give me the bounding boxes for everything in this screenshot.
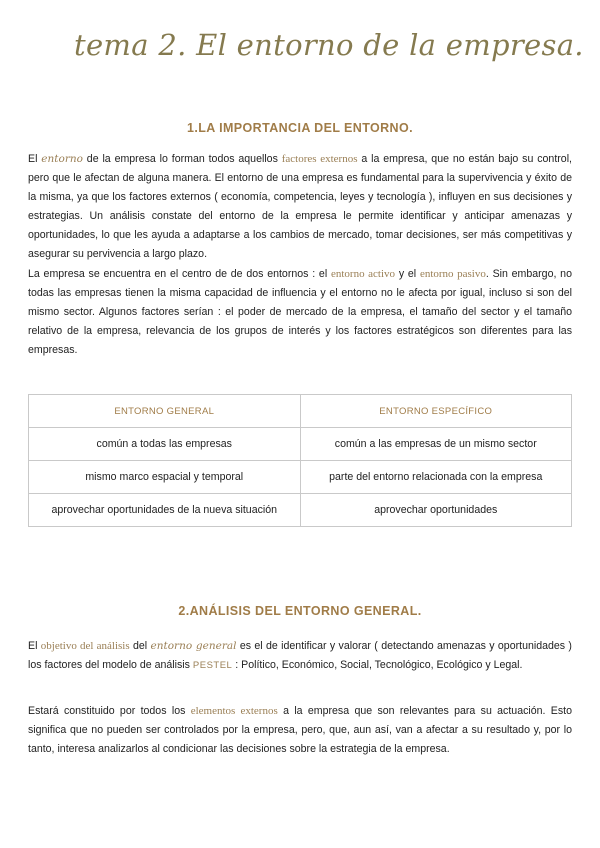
- term-factores-externos: factores externos: [281, 153, 358, 165]
- table-row: [29, 461, 572, 494]
- section1-heading: 1.LA IMPORTANCIA DEL ENTORNO.: [187, 121, 413, 135]
- s2p1-text-b: del: [133, 640, 148, 652]
- entorno-comparison-table: [28, 394, 572, 527]
- term-entorno-activo: entorno activo: [330, 268, 396, 280]
- page-title: tema 2. El entorno de la empresa.: [74, 28, 584, 62]
- section2-heading: 2.ANÁLISIS DEL ENTORNO GENERAL.: [178, 604, 422, 618]
- p2-text-a: La empresa se encuentra en el centro de de dos entornos : el: [28, 268, 328, 280]
- s2p2-text-b: a la empresa que son relevantes para su actuación. Esto significa que no pueden ser controlados por la empresa, pero, que, aun así, van a afectar a su resultado y, por lo tanto, interesa analizarlos al condicionar las decisiones sobre la estrategia de la empresa.: [28, 705, 572, 755]
- section1-paragraph-1: [28, 150, 572, 264]
- p2-text-b: y el: [398, 268, 417, 280]
- s2p1-text-d: : Político, Económico, Social, Tecnológico, Ecológico y Legal.: [235, 659, 523, 671]
- table-cell: común a todas las empresas: [29, 428, 301, 461]
- header-entorno-especifico: ENTORNO ESPECÍFICO: [300, 395, 572, 428]
- section1-paragraph-2: [28, 265, 572, 360]
- p1-text-a: El: [28, 153, 38, 165]
- term-pestel: PESTEL: [192, 660, 233, 671]
- s2p2-text-a: Estará constituido por todos los: [28, 705, 186, 717]
- s2p1-text-c: es el de identificar y valorar ( detectando amenazas y oportunidades ) los factores del modelo de análisis: [28, 640, 572, 671]
- section2-paragraph-1: [28, 637, 572, 675]
- p1-text-c: a la empresa, que no están bajo su control, pero que le afectan de alguna manera. El entorno de una empresa es fundamental para la supervivencia y éxito de la misma, ya que los factores externos ( economía, competencia, leyes y tecnología ), influyen en sus decisiones y estrategias. Un análisis constate del entorno de la empresa le permite identificar y anticipar amenazas y oportunidades, lo que les ayuda a adaptarse a los cambios de mercado, tomar decisiones, ser más competitivas y asegurar su pervivencia a largo plazo.: [28, 153, 572, 260]
- term-entorno-pasivo: entorno pasivo: [419, 268, 486, 280]
- p1-text-b: de la empresa lo forman todos aquellos: [86, 153, 278, 165]
- table-cell: parte del entorno relacionada con la empresa: [300, 461, 572, 494]
- section2-paragraph-2: [28, 702, 572, 759]
- term-entorno: entorno: [41, 153, 83, 165]
- term-elementos-externos: elementos externos: [190, 705, 278, 717]
- table-header-row: [29, 395, 572, 428]
- term-entorno-general: entorno general: [150, 640, 237, 652]
- table-cell: mismo marco espacial y temporal: [29, 461, 301, 494]
- table-cell: aprovechar oportunidades: [300, 494, 572, 527]
- table-cell: común a las empresas de un mismo sector: [300, 428, 572, 461]
- s2p1-text-a: El: [28, 640, 38, 652]
- table-row: [29, 428, 572, 461]
- header-entorno-general: ENTORNO GENERAL: [29, 395, 301, 428]
- term-objetivo-analisis: objetivo del análisis: [40, 640, 130, 652]
- table-row: [29, 494, 572, 527]
- p2-text-c: . Sin embargo, no todas las empresas tienen la misma capacidad de influencia y el entorno no le afecta por igual, incluso si son del mismo sector. Algunos factores serían : el poder de mercado de la empresa, el tamaño del sector y el tamaño relativo de la empresa, relevancia de los grupos de interés y los factores estratégicos son diferentes para las empresas.: [28, 268, 572, 356]
- table-cell: aprovechar oportunidades de la nueva situación: [29, 494, 301, 527]
